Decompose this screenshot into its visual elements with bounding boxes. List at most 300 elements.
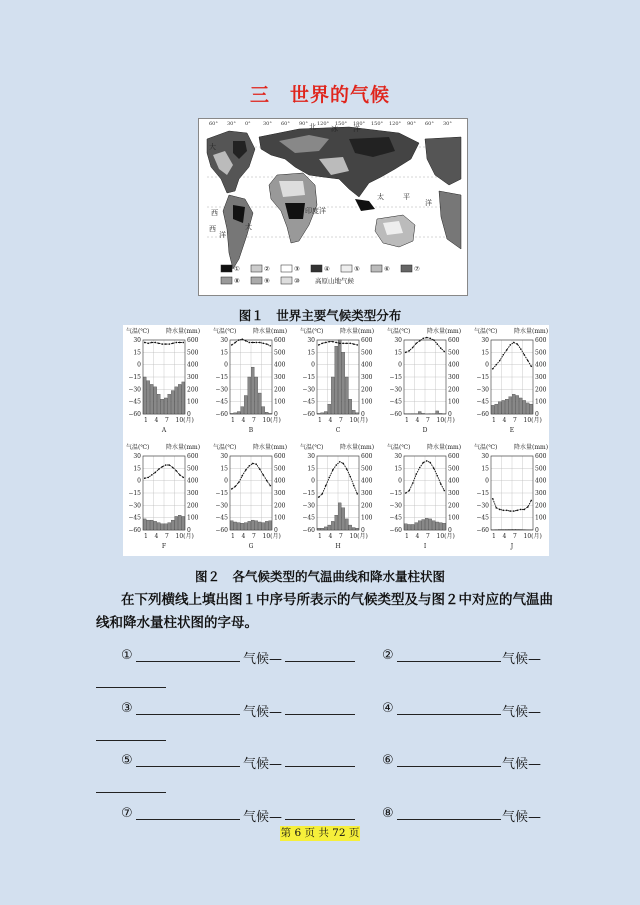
precip-axis-title: 降水量(mm) — [253, 444, 288, 451]
precip-tick-label: 300 — [361, 374, 373, 381]
precip-tick-label: 400 — [187, 361, 199, 369]
temp-axis-title: 气温(℃) — [387, 328, 411, 335]
precip-bar — [161, 524, 164, 530]
answer-blank-climate[interactable] — [397, 806, 501, 820]
precip-tick-label: 0 — [535, 527, 539, 534]
item-number-right: ⑧ — [382, 806, 394, 821]
precip-bar — [230, 413, 233, 414]
precip-bar — [150, 384, 153, 414]
precip-axis-title: 降水量(mm) — [253, 328, 288, 335]
map-longitude-label: 30° — [227, 121, 236, 127]
temp-tick-label: −60 — [128, 527, 141, 534]
temp-point — [231, 344, 233, 346]
temp-tick-label: −30 — [389, 386, 402, 394]
precip-bar — [157, 523, 160, 530]
temp-tick-label: −15 — [302, 490, 315, 497]
temp-tick-label: 30 — [481, 453, 489, 460]
x-tick-label: 10(月) — [523, 533, 542, 540]
figure-1-caption: 图１ 世界主要气候类型分布 — [238, 308, 402, 323]
temp-point — [269, 485, 271, 487]
precip-tick-label: 0 — [448, 411, 452, 418]
temp-point — [328, 477, 330, 479]
x-tick-label: 4 — [241, 417, 246, 424]
precip-bar — [422, 413, 425, 414]
temp-axis-title: 气温(℃) — [474, 444, 498, 451]
precip-bar — [258, 393, 261, 414]
temp-point — [262, 342, 264, 344]
temp-tick-label: 0 — [224, 477, 228, 485]
temp-point — [248, 465, 250, 467]
answer-blank-letter[interactable] — [285, 753, 355, 767]
precip-bar — [244, 523, 247, 530]
precip-bar — [147, 381, 150, 414]
temp-point — [440, 347, 442, 349]
legend-swatch — [311, 265, 322, 272]
map-longitude-label: 60° — [425, 121, 434, 127]
precip-bar — [523, 400, 526, 414]
map-longitude-label: 90° — [299, 121, 308, 127]
precip-bar — [150, 520, 153, 530]
world-climate-map — [198, 118, 468, 296]
precip-tick-label: 400 — [535, 361, 547, 369]
temp-point — [335, 342, 337, 344]
temp-point — [426, 337, 428, 339]
temp-point — [158, 468, 160, 470]
precip-tick-label: 500 — [274, 349, 286, 357]
temp-tick-label: −15 — [302, 374, 315, 381]
temp-tick-label: −60 — [389, 411, 402, 418]
temp-point — [318, 344, 320, 346]
temp-point — [245, 469, 247, 471]
precip-bar — [265, 412, 268, 414]
precip-tick-label: 400 — [535, 477, 547, 485]
temp-tick-label: −30 — [302, 386, 315, 394]
precip-bar — [505, 529, 508, 530]
x-tick-label: 4 — [328, 533, 333, 540]
precip-bar — [241, 523, 244, 530]
precip-bar — [491, 405, 494, 414]
precip-bar — [422, 520, 425, 530]
precip-tick-label: 100 — [535, 398, 547, 406]
temp-tick-label: −60 — [389, 527, 402, 534]
x-tick-label: 10(月) — [175, 533, 194, 540]
temp-axis-title: 气温(℃) — [126, 444, 150, 451]
precip-tick-label: 500 — [535, 465, 547, 473]
precip-bar — [143, 377, 146, 414]
temp-tick-label: −45 — [389, 514, 402, 522]
legend-swatch — [281, 265, 292, 272]
temp-tick-label: −15 — [476, 490, 489, 497]
temp-tick-label: −30 — [128, 502, 141, 510]
temp-tick-label: −45 — [389, 398, 402, 406]
temp-point — [172, 342, 174, 344]
precip-tick-label: 0 — [535, 411, 539, 418]
climate-chart-G — [211, 442, 296, 557]
precip-bar — [509, 397, 512, 414]
x-tick-label: 10(月) — [349, 417, 368, 424]
x-tick-label: 4 — [502, 533, 507, 540]
precip-tick-label: 600 — [448, 453, 460, 460]
map-longitude-label: 150° — [371, 121, 384, 127]
temp-point — [234, 486, 236, 488]
climate-word: 气候— — [502, 705, 542, 720]
temp-tick-label: −45 — [476, 514, 489, 522]
climate-word: 气候— — [243, 652, 283, 667]
answer-blank-climate[interactable] — [136, 753, 240, 767]
climate-chart-svg — [298, 326, 383, 441]
temp-point — [321, 493, 323, 495]
temp-point — [245, 340, 247, 342]
temp-tick-label: 15 — [481, 349, 489, 357]
x-tick-label: 1 — [318, 417, 322, 424]
temp-point — [325, 342, 327, 344]
map-ocean-label: 洋 — [219, 231, 226, 239]
precip-bar — [512, 529, 515, 530]
temp-tick-label: 0 — [137, 477, 141, 485]
precip-bar — [164, 398, 167, 414]
answer-blank-letter[interactable] — [96, 727, 166, 741]
temp-tick-label: 0 — [311, 477, 315, 485]
temp-tick-label: 15 — [307, 465, 315, 473]
legend-swatch — [251, 265, 262, 272]
x-tick-label: 1 — [231, 417, 235, 424]
item-number-left: ⑦ — [121, 806, 133, 821]
precip-bar — [436, 411, 439, 414]
legend-label: ⑩ — [294, 277, 300, 285]
temp-point — [328, 341, 330, 343]
precip-bar — [519, 529, 522, 530]
answer-blank-climate[interactable] — [397, 648, 501, 662]
temp-point — [513, 342, 515, 344]
answer-blank-letter[interactable] — [285, 806, 355, 820]
chart-letter: D — [422, 427, 428, 434]
precip-bar — [324, 412, 327, 414]
precip-bar — [429, 519, 432, 530]
precip-bar — [234, 413, 237, 414]
precip-bar — [317, 528, 320, 530]
precip-bar — [512, 394, 515, 414]
precip-bar — [328, 404, 331, 414]
precip-tick-label: 300 — [448, 374, 460, 381]
temp-point — [168, 343, 170, 345]
temp-point — [147, 342, 149, 344]
temp-point — [412, 347, 414, 349]
x-tick-label: 1 — [231, 533, 235, 540]
precip-bar — [345, 519, 348, 530]
temp-point — [495, 364, 497, 366]
temp-point — [321, 342, 323, 344]
temp-tick-label: −15 — [215, 374, 228, 381]
precip-bar — [328, 525, 331, 530]
precip-bar — [331, 521, 334, 530]
precip-bar — [154, 387, 157, 414]
precip-bar — [178, 384, 181, 414]
temp-point — [165, 343, 167, 345]
climate-chart-A — [124, 326, 209, 441]
x-tick-label: 1 — [144, 417, 148, 424]
climate-chart-C — [298, 326, 383, 441]
precip-bar — [175, 516, 178, 530]
legend-label: ① — [234, 265, 240, 273]
temp-tick-label: −30 — [476, 502, 489, 510]
temp-point — [147, 477, 149, 479]
precip-bar — [498, 402, 501, 414]
temp-tick-label: 0 — [398, 361, 402, 369]
temp-point — [433, 468, 435, 470]
answer-blank-letter[interactable] — [96, 674, 166, 688]
x-tick-label: 1 — [318, 533, 322, 540]
precip-axis-title: 降水量(mm) — [514, 328, 549, 335]
temp-point — [151, 342, 153, 344]
precip-bar — [352, 410, 355, 414]
answer-blank-letter[interactable] — [285, 701, 355, 715]
precip-bar — [516, 396, 519, 415]
precip-tick-label: 200 — [535, 502, 547, 510]
precip-tick-label: 600 — [361, 453, 373, 460]
temp-tick-label: −45 — [476, 398, 489, 406]
precip-bar — [415, 523, 418, 530]
map-ocean-label: 西 — [209, 225, 216, 233]
answer-blank-climate[interactable] — [136, 648, 240, 662]
precip-bar — [324, 527, 327, 530]
precip-bar — [345, 377, 348, 414]
temp-point — [262, 474, 264, 476]
precip-tick-label: 200 — [274, 386, 286, 394]
x-tick-label: 10(月) — [262, 533, 281, 540]
temp-point — [346, 468, 348, 470]
chart-letter: H — [335, 543, 341, 550]
temp-tick-label: −45 — [215, 514, 228, 522]
temp-point — [495, 507, 497, 509]
map-longitude-label: 60° — [209, 121, 218, 127]
precip-tick-label: 400 — [448, 477, 460, 485]
temp-axis-title: 气温(℃) — [387, 444, 411, 451]
temp-axis-title: 气温(℃) — [126, 328, 150, 335]
temp-point — [412, 482, 414, 484]
precip-tick-label: 200 — [448, 502, 460, 510]
precip-bar — [317, 413, 320, 414]
item-number-right: ④ — [382, 701, 394, 716]
temp-point — [259, 468, 261, 470]
precip-bar — [411, 524, 414, 530]
temp-point — [513, 510, 515, 512]
answer-blank-climate[interactable] — [136, 701, 240, 715]
climate-word: 气候— — [502, 810, 542, 825]
temp-point — [175, 342, 177, 344]
x-tick-label: 10(月) — [262, 417, 281, 424]
map-longitude-label: 150° — [335, 121, 348, 127]
map-ocean-label: 大 — [209, 143, 216, 151]
answer-blank-climate[interactable] — [397, 753, 501, 767]
x-tick-label: 7 — [339, 533, 343, 540]
answer-blank-climate[interactable] — [397, 701, 501, 715]
legend-swatch — [341, 265, 352, 272]
temp-point — [349, 342, 351, 344]
precip-bar — [530, 404, 533, 414]
precip-bar — [439, 413, 442, 414]
temp-axis-title: 气温(℃) — [300, 328, 324, 335]
temp-tick-label: −30 — [215, 386, 228, 394]
x-tick-label: 10(月) — [523, 417, 542, 424]
chart-letter: G — [248, 543, 254, 550]
temp-tick-label: 15 — [133, 465, 141, 473]
temp-point — [158, 342, 160, 344]
precip-bar — [171, 391, 174, 414]
climate-chart-I — [385, 442, 470, 557]
precip-tick-label: 0 — [361, 411, 365, 418]
precip-tick-label: 400 — [187, 477, 199, 485]
temp-tick-label: −30 — [302, 502, 315, 510]
temp-tick-label: 30 — [307, 453, 315, 460]
climate-chart-H — [298, 442, 383, 557]
precip-bar — [349, 525, 352, 530]
precip-tick-label: 500 — [448, 349, 460, 357]
temp-point — [325, 485, 327, 487]
map-ocean-label: 洋 — [425, 199, 432, 207]
precip-bar — [321, 413, 324, 414]
x-tick-label: 4 — [328, 417, 333, 424]
x-tick-label: 7 — [513, 533, 517, 540]
precip-tick-label: 100 — [361, 398, 373, 406]
temp-tick-label: −60 — [215, 527, 228, 534]
precip-bar — [262, 523, 265, 530]
precip-tick-label: 400 — [361, 361, 373, 369]
temp-point — [433, 339, 435, 341]
precip-axis-title: 降水量(mm) — [166, 444, 201, 451]
temp-point — [332, 341, 334, 343]
temp-point — [266, 343, 268, 345]
temp-point — [509, 510, 511, 512]
temp-point — [509, 344, 511, 346]
precip-bar — [425, 518, 428, 530]
legend-swatch — [371, 265, 382, 272]
precip-axis-title: 降水量(mm) — [166, 328, 201, 335]
temp-point — [332, 469, 334, 471]
precip-tick-label: 600 — [187, 337, 199, 344]
answer-blank-letter[interactable] — [96, 779, 166, 793]
climate-chart-svg — [385, 326, 470, 441]
climate-word: 气候— — [502, 757, 542, 772]
precip-tick-label: 0 — [361, 527, 365, 534]
precip-bar — [143, 519, 146, 530]
temp-tick-label: 0 — [485, 477, 489, 485]
figure-2-caption: 图２ 各气候类型的气温曲线和降水量柱状图 — [194, 569, 445, 584]
precip-tick-label: 600 — [535, 337, 547, 344]
precip-bar — [439, 523, 442, 530]
precip-tick-label: 500 — [361, 349, 373, 357]
map-ocean-label: 洋 — [353, 125, 360, 133]
x-tick-label: 7 — [252, 417, 256, 424]
temp-point — [502, 509, 504, 511]
temp-tick-label: −45 — [215, 398, 228, 406]
temp-tick-label: −15 — [128, 490, 141, 497]
temp-point — [436, 343, 438, 345]
precip-bar — [182, 516, 185, 530]
precip-tick-label: 500 — [448, 465, 460, 473]
temp-tick-label: 0 — [137, 361, 141, 369]
temp-point — [318, 496, 320, 498]
temp-point — [502, 354, 504, 356]
precip-bar — [269, 413, 272, 414]
answer-blank-climate[interactable] — [136, 806, 240, 820]
temp-point — [339, 342, 341, 344]
temp-point — [492, 368, 494, 370]
temp-point — [520, 509, 522, 511]
precip-bar — [408, 524, 411, 530]
legend-swatch — [401, 265, 412, 272]
precip-bar — [255, 377, 258, 414]
climate-chart-svg — [385, 442, 470, 557]
temp-point — [499, 509, 501, 511]
climate-chart-svg — [124, 326, 209, 441]
precip-tick-label: 200 — [361, 502, 373, 510]
legend-label: ④ — [324, 265, 330, 273]
temp-point — [179, 342, 181, 344]
temp-point — [527, 360, 529, 362]
temp-point — [255, 463, 257, 465]
climate-charts-panel — [123, 325, 549, 556]
temp-point — [259, 342, 261, 344]
temp-point — [154, 342, 156, 344]
precip-tick-label: 100 — [274, 514, 286, 522]
legend-label: ③ — [294, 265, 300, 273]
instruction-line-1: 在下列横线上填出图１中序号所表示的气候类型及与图２中对应的气温曲 — [121, 592, 553, 608]
precip-tick-label: 0 — [274, 411, 278, 418]
precip-axis-title: 降水量(mm) — [340, 444, 375, 451]
temp-point — [182, 477, 184, 479]
x-tick-label: 4 — [502, 417, 507, 424]
legend-swatch — [251, 277, 262, 284]
legend-label: ② — [264, 265, 270, 273]
map-longitude-label: 30° — [443, 121, 452, 127]
precip-tick-label: 100 — [187, 398, 199, 406]
precip-bar — [157, 394, 160, 414]
climate-chart-B — [211, 326, 296, 441]
precip-bar — [161, 399, 164, 414]
temp-point — [161, 343, 163, 345]
x-tick-label: 4 — [154, 533, 159, 540]
climate-chart-svg — [298, 442, 383, 557]
precip-bar — [526, 403, 529, 414]
temp-tick-label: 0 — [398, 477, 402, 485]
answer-blank-letter[interactable] — [285, 648, 355, 662]
climate-chart-svg — [472, 326, 557, 441]
temp-tick-label: 15 — [133, 349, 141, 357]
precip-bar — [237, 412, 240, 414]
x-tick-label: 4 — [154, 417, 159, 424]
temp-axis-title: 气温(℃) — [300, 444, 324, 451]
x-tick-label: 7 — [426, 417, 430, 424]
precip-bar — [349, 399, 352, 414]
precip-bar — [356, 528, 359, 530]
x-tick-label: 4 — [241, 533, 246, 540]
precip-tick-label: 400 — [448, 361, 460, 369]
precip-tick-label: 600 — [274, 337, 286, 344]
legend-label: ⑥ — [384, 265, 390, 273]
precip-bar — [234, 522, 237, 530]
temp-tick-label: −15 — [389, 490, 402, 497]
climate-chart-F — [124, 442, 209, 557]
legend-label: ⑧ — [234, 277, 240, 285]
climate-chart-D — [385, 326, 470, 441]
precip-tick-label: 100 — [535, 514, 547, 522]
temp-point — [144, 477, 146, 479]
item-number-left: ③ — [121, 701, 133, 716]
precip-bar — [335, 515, 338, 530]
temp-point — [523, 509, 525, 511]
precip-tick-label: 500 — [274, 465, 286, 473]
precip-bar — [338, 503, 341, 530]
